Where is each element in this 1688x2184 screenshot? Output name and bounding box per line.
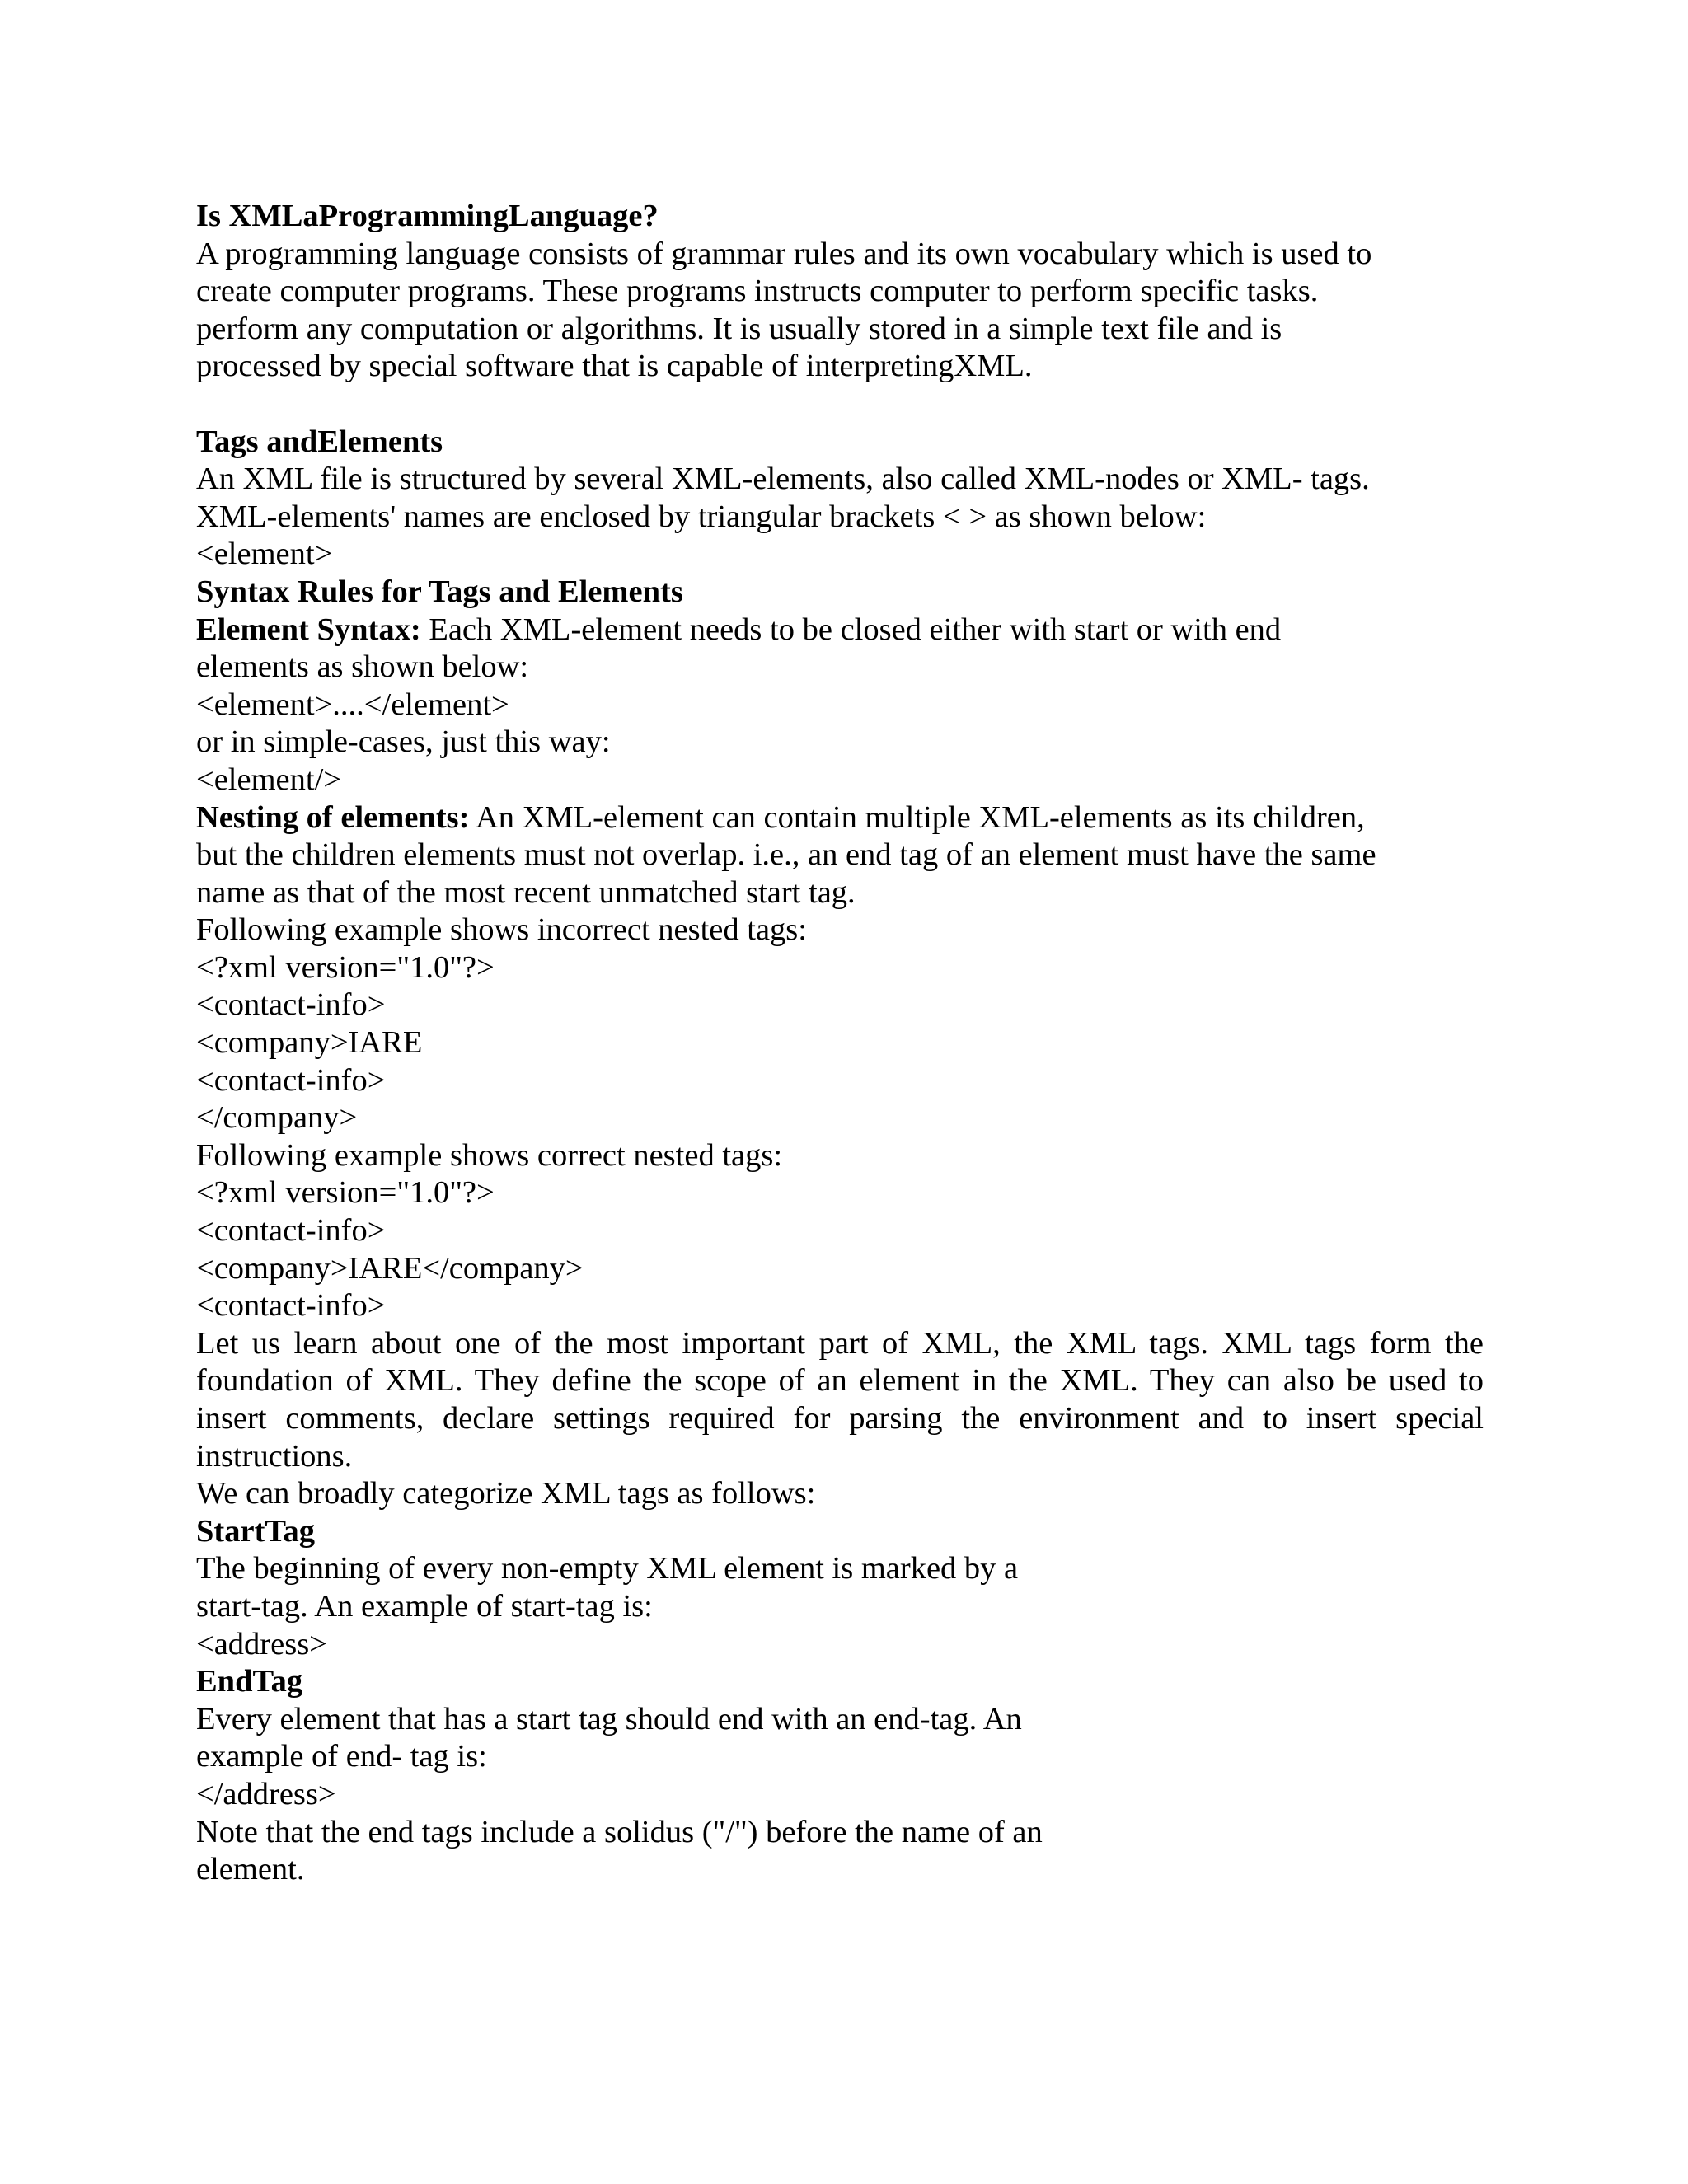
body-line: Note that the end tags include a solidus ("/") before the name of an	[196, 1814, 1043, 1849]
code-line: <contact-info>	[196, 1213, 386, 1249]
element-syntax-line	[196, 612, 1484, 649]
body-line: Every element that has a start tag should end with an end-tag. An	[196, 1701, 1022, 1736]
nesting-label: Nesting of elements:	[196, 799, 470, 835]
code-line: <company>IARE	[196, 1025, 423, 1061]
code-line: <address>	[196, 1626, 327, 1661]
code-line: <company>IARE</company>	[196, 1250, 584, 1286]
body-line: A programming language consists of grammar rules and its own vocabulary which is used to	[196, 236, 1372, 271]
body-line: name as that of the most recent unmatched start tag.	[196, 874, 856, 910]
code-line: <element>....</element>	[196, 687, 509, 722]
body-line: elements as shown below:	[196, 649, 529, 685]
body-line: or in simple-cases, just this way:	[196, 724, 611, 760]
body-line: start-tag. An example of start-tag is:	[196, 1588, 653, 1624]
xml-tags-paragraph: Let us learn about one of the most important part of XML, the XML tags. XML tags form the foundation of XML. They define the scope of an element in the XML. They can also be used to insert comments, declare settings required for parsing the environment and to insert special instructions.	[196, 1325, 1484, 1474]
body-line: An XML file is structured by several XML-elements, also called XML-nodes or XML- tags.	[196, 462, 1370, 497]
heading-syntax-rules: Syntax Rules for Tags and Elements	[196, 574, 683, 609]
code-line: <element>	[196, 537, 333, 572]
code-line: <contact-info>	[196, 1288, 386, 1324]
body-line: create computer programs. These programs instructs computer to perform specific tasks.	[196, 274, 1319, 309]
body-line: but the children elements must not overlap. i.e., an end tag of an element must have the same	[196, 837, 1376, 873]
body-line: Following example shows correct nested tags:	[196, 1137, 783, 1173]
element-syntax-text: Each XML-element needs to be closed either with start or with end	[420, 612, 1282, 647]
heading-is-xml-programming-language: Is XMLaProgrammingLanguage?	[196, 199, 659, 233]
code-line: <?xml version="1.0"?>	[196, 1175, 495, 1211]
categorize-line: We can broadly categorize XML tags as follows:	[196, 1476, 816, 1511]
body-line: XML-elements' names are enclosed by triangular brackets < > as shown below:	[196, 499, 1207, 534]
body-line: processed by special software that is capable of interpretingXML.	[196, 349, 1033, 384]
blank-line	[196, 386, 1484, 424]
heading-end-tag: EndTag	[196, 1664, 303, 1699]
body-line: example of end- tag is:	[196, 1739, 487, 1774]
code-line: </address>	[196, 1776, 336, 1811]
nesting-text: An XML-element can contain multiple XML-elements as its children,	[469, 799, 1365, 835]
code-line: </company>	[196, 1100, 358, 1136]
body-line: perform any computation or algorithms. It is usually stored in a simple text file and is	[196, 311, 1282, 346]
heading-tags-and-elements: Tags andElements	[196, 424, 443, 459]
code-line: <contact-info>	[196, 987, 386, 1023]
code-line: <element/>	[196, 762, 341, 797]
document-body	[196, 198, 1484, 1889]
code-line: <contact-info>	[196, 1062, 386, 1098]
body-line: Following example shows incorrect nested tags:	[196, 912, 807, 948]
body-line: element.	[196, 1852, 305, 1887]
code-line: <?xml version="1.0"?>	[196, 949, 495, 985]
body-line: The beginning of every non-empty XML element is marked by a	[196, 1551, 1019, 1586]
element-syntax-label: Element Syntax:	[196, 612, 421, 647]
nesting-line	[196, 799, 1484, 837]
heading-start-tag: StartTag	[196, 1513, 316, 1549]
